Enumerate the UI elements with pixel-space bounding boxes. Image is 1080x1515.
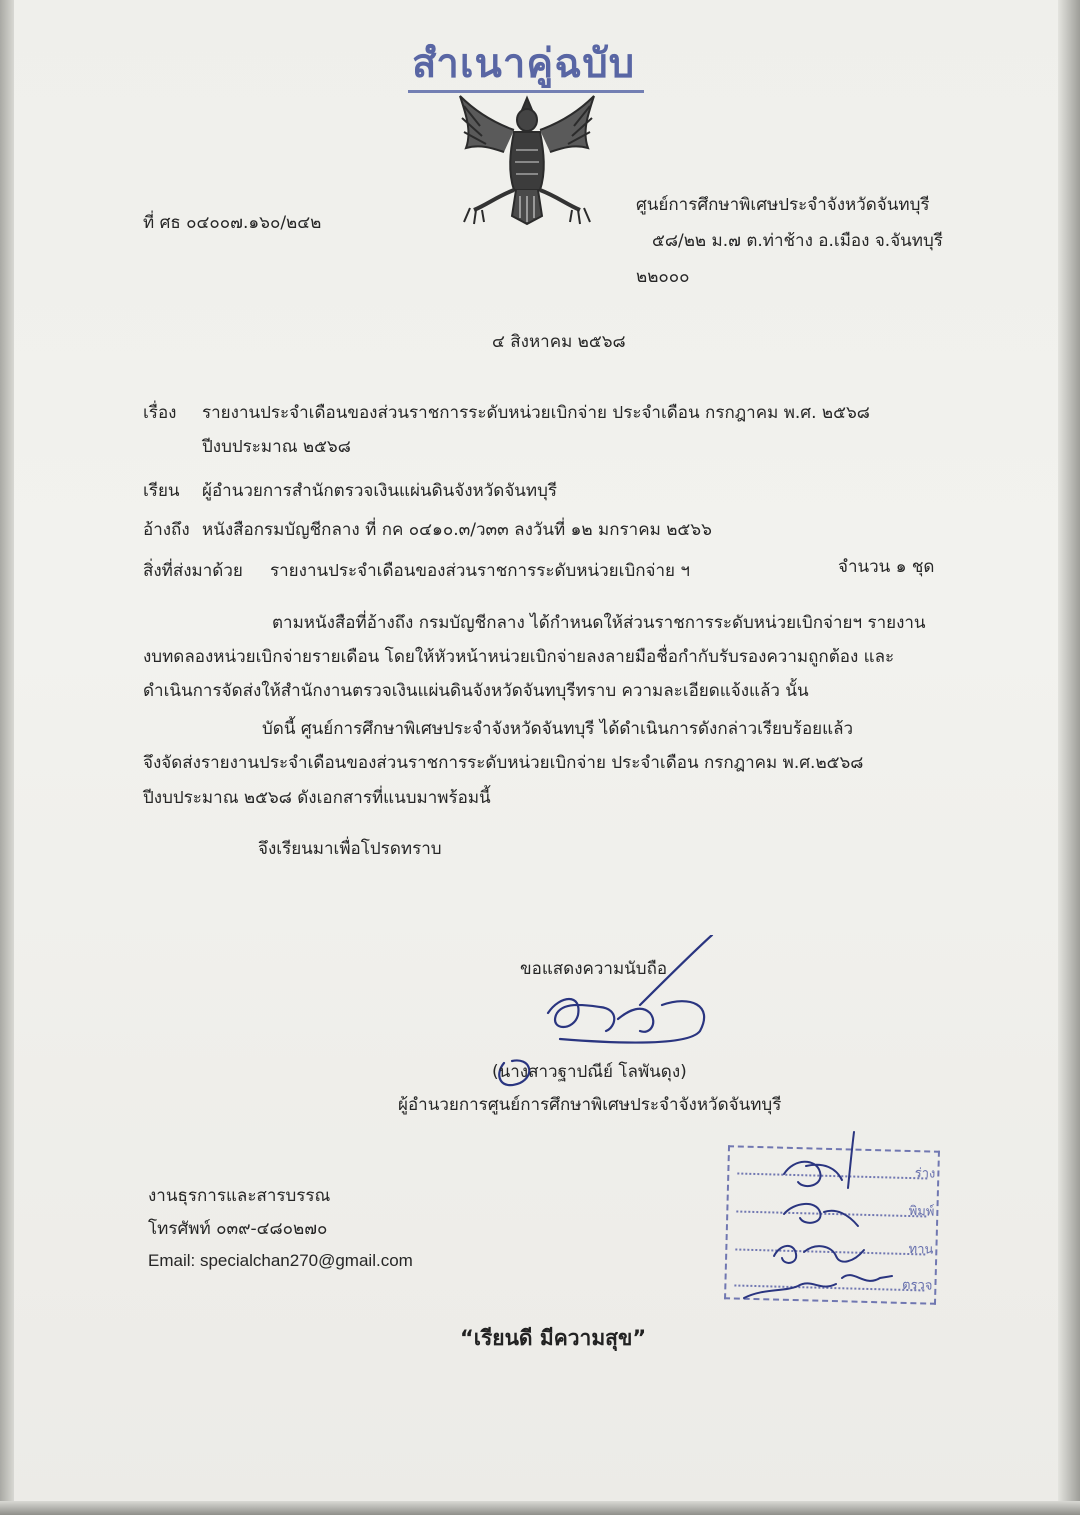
email: Email: specialchan270@gmail.com [148, 1251, 413, 1270]
recipient-label: เรียน [143, 481, 180, 501]
stamp-label-proofread: ทาน [908, 1242, 934, 1258]
scan-edge-right [1058, 0, 1080, 1515]
complimentary-close: ขอแสดงความนับถือ [520, 959, 668, 979]
document-number: ที่ ศธ ๐๔๐๐๗.๑๖๐/๒๔๒ [143, 213, 322, 233]
subject-label: เรื่อง [143, 403, 177, 423]
reference-label: อ้างถึง [143, 520, 190, 540]
signatory-position: ผู้อำนวยการศูนย์การศึกษาพิเศษประจำจังหวัดจันทบุรี [398, 1095, 782, 1115]
stamp-label-draft: ร่าง [914, 1166, 936, 1182]
body-paragraph-1-line-2: งบทดลองหน่วยเบิกจ่ายรายเดือน โดยให้หัวหน้าหน่วยเบิกจ่ายลงลายมือชื่อกำกับรับรองความถูกต้อง และ [143, 647, 895, 667]
body-paragraph-2-line-3: ปีงบประมาณ ๒๕๖๘ ดังเอกสารที่แนบมาพร้อมนี้ [143, 788, 491, 808]
signatory-name: (นางสาวฐาปณีย์ โลพันดุง) [492, 1062, 687, 1082]
letter-date: ๔ สิงหาคม ๒๕๖๘ [492, 332, 626, 352]
subject-line-2: ปีงบประมาณ ๒๕๖๘ [202, 437, 351, 457]
closing-request: จึงเรียนมาเพื่อโปรดทราบ [258, 839, 442, 859]
scan-edge-bottom [0, 1501, 1080, 1515]
stamp-label-checked: ตรวจ [901, 1277, 933, 1294]
subject-line-1: รายงานประจำเดือนของส่วนราชการระดับหน่วยเบิกจ่าย ประจำเดือน กรกฎาคม พ.ศ. ๒๕๖๘ [202, 403, 870, 423]
reference: หนังสือกรมบัญชีกลาง ที่ กค ๐๔๑๐.๓/ว๓๓ ลงวันที่ ๑๒ มกราคม ๒๕๖๖ [202, 520, 712, 540]
enclosure: รายงานประจำเดือนของส่วนราชการระดับหน่วยเบิกจ่าย ฯ [270, 561, 690, 581]
organization-address: ๕๘/๒๒ ม.๗ ต.ท่าช้าง อ.เมือง จ.จันทบุรี [652, 231, 943, 251]
phone: โทรศัพท์ ๐๓๙-๔๘๐๒๗๐ [148, 1219, 328, 1239]
enclosure-label: สิ่งที่ส่งมาด้วย [143, 561, 243, 581]
copy-stamp: สำเนาคู่ฉบับ [412, 41, 636, 87]
garuda-emblem-icon [452, 92, 602, 232]
body-paragraph-2-line-2: จึงจัดส่งรายงานประจำเดือนของส่วนราชการระดับหน่วยเบิกจ่าย ประจำเดือน กรกฎาคม พ.ศ.๒๕๖๘ [143, 753, 864, 773]
recipient: ผู้อำนวยการสำนักตรวจเงินแผ่นดินจังหวัดจันทบุรี [202, 481, 558, 501]
department: งานธุรการและสารบรรณ [148, 1186, 331, 1206]
stamp-label-typed: พิมพ์ [908, 1204, 935, 1220]
postal-code: ๒๒๐๐๐ [636, 267, 690, 287]
stamp-initials [724, 1128, 924, 1308]
motto: “เรียนดี มีความสุข” [460, 1326, 647, 1350]
body-paragraph-1-line-3: ดำเนินการจัดส่งให้สำนักงานตรวจเงินแผ่นดินจังหวัดจันทบุรีทราบ ความละเอียดแจ้งแล้ว นั้น [143, 681, 809, 701]
enclosure-quantity: จำนวน ๑ ชุด [838, 557, 935, 577]
body-paragraph-1-line-1: ตามหนังสือที่อ้างถึง กรมบัญชีกลาง ได้กำหนดให้ส่วนราชการระดับหน่วยเบิกจ่ายฯ รายงาน [272, 613, 926, 633]
scan-edge-left [0, 0, 14, 1515]
body-paragraph-2-line-1: บัดนี้ ศูนย์การศึกษาพิเศษประจำจังหวัดจันทบุรี ได้ดำเนินการดังกล่าวเรียบร้อยแล้ว [262, 719, 854, 739]
organization-name: ศูนย์การศึกษาพิเศษประจำจังหวัดจันทบุรี [636, 195, 930, 215]
